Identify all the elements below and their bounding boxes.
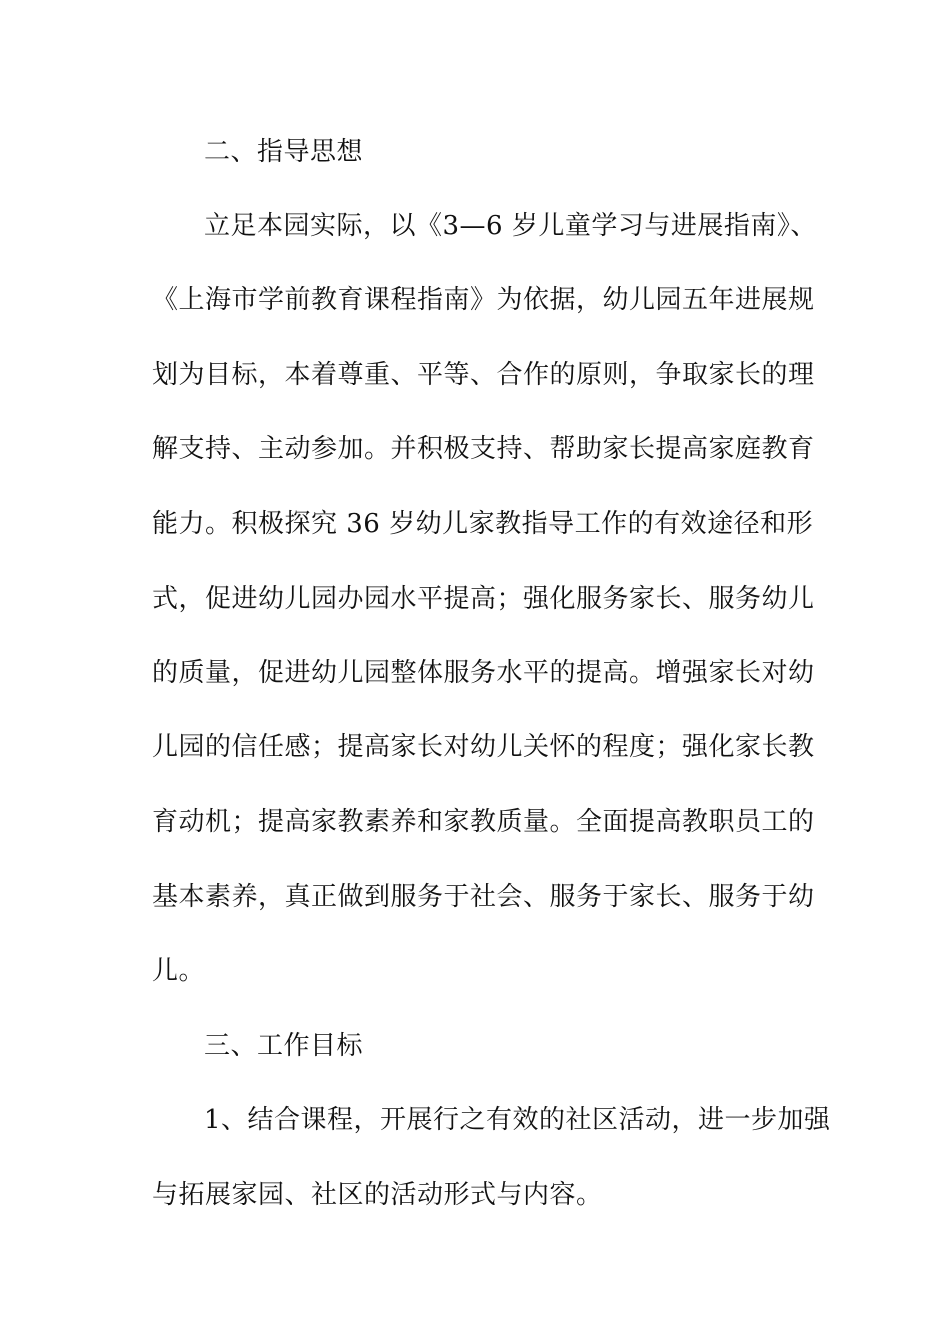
paragraph-line: 立足本园实际，以《3—6 岁儿童学习与进展指南》、 — [204, 211, 817, 241]
paragraph-line: 《上海市学前教育课程指南》为依据，幼儿园五年进展规 — [152, 285, 815, 315]
paragraph-line: 能力。积极探究 36 岁幼儿家教指导工作的有效途径和形 — [152, 509, 814, 539]
paragraph-line: 儿。 — [152, 956, 206, 986]
paragraph-line: 基本素养，真正做到服务于社会、服务于家长、服务于幼 — [152, 882, 815, 912]
paragraph-line: 1、结合课程，开展行之有效的社区活动，进一步加强 — [204, 1105, 831, 1135]
paragraph-line: 划为目标，本着尊重、平等、合作的原则，争取家长的理 — [152, 360, 815, 390]
paragraph-line: 的质量，促进幼儿园整体服务水平的提高。增强家长对幼 — [152, 658, 815, 688]
section-heading-guiding-ideology: 二、指导思想 — [204, 137, 364, 167]
paragraph-line: 式，促进幼儿园办园水平提高；强化服务家长、服务幼儿 — [152, 584, 815, 614]
paragraph-line: 儿园的信任感；提高家长对幼儿关怀的程度；强化家长教 — [152, 732, 815, 762]
paragraph-line: 育动机；提高家教素养和家教质量。全面提高教职员工的 — [152, 807, 815, 837]
section-heading-work-goals: 三、工作目标 — [204, 1031, 364, 1061]
paragraph-line: 解支持、主动参加。并积极支持、帮助家长提高家庭教育 — [152, 434, 815, 464]
paragraph-line: 与拓展家园、社区的活动形式与内容。 — [152, 1180, 603, 1210]
